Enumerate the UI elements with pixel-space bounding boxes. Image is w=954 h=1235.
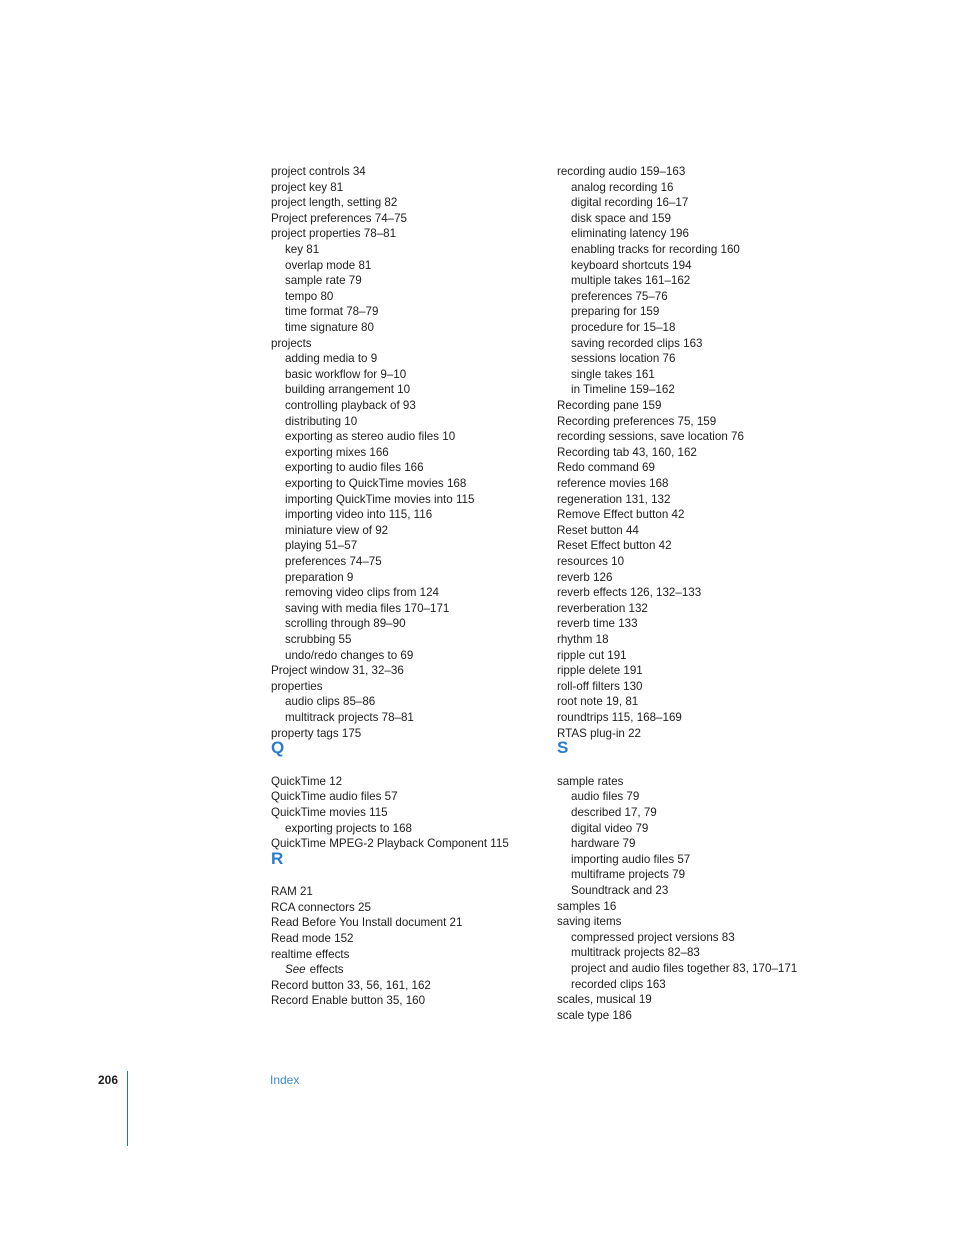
index-subentry: key 81 xyxy=(285,243,320,256)
index-entry: scale type 186 xyxy=(557,1008,632,1022)
letter-heading: S xyxy=(557,738,569,758)
letter-heading: R xyxy=(271,848,284,868)
index-entry: projects xyxy=(271,336,312,350)
index-entry: reverberation 132 xyxy=(557,601,648,615)
index-subentry: exporting to QuickTime movies 168 xyxy=(285,477,467,490)
index-entry: rhythm 18 xyxy=(557,633,609,646)
index-entry: QuickTime MPEG-2 Playback Component 115 xyxy=(271,837,509,851)
index-subentry: described 17, 79 xyxy=(571,805,657,819)
index-subentry: undo/redo changes to 69 xyxy=(285,648,414,662)
page-number: 206 xyxy=(98,1073,119,1087)
index-subentry: eliminating latency 196 xyxy=(571,227,689,241)
index-entry: RCA connectors 25 xyxy=(271,900,371,914)
index-subentry: miniature view of 92 xyxy=(285,523,389,537)
index-subentry: saving with media files 170–171 xyxy=(285,601,450,615)
index-subentry: removing video clips from 124 xyxy=(285,586,440,600)
index-subentry: exporting to audio files 166 xyxy=(285,461,424,475)
index-entry: reference movies 168 xyxy=(557,477,669,490)
index-entry: Recording preferences 75, 159 xyxy=(557,414,717,428)
index-subentry: exporting projects to 168 xyxy=(285,821,412,835)
index-entry: Reset Effect button 42 xyxy=(557,539,672,553)
index-entry: regeneration 131, 132 xyxy=(557,492,671,506)
index-entry: QuickTime movies 115 xyxy=(271,805,388,819)
index-subentry: single takes 161 xyxy=(571,367,655,381)
index-subentry: building arrangement 10 xyxy=(285,383,411,397)
index-entry: reverb time 133 xyxy=(557,617,638,631)
index-entry: Record button 33, 56, 161, 162 xyxy=(271,978,431,992)
index-subentry: sample rate 79 xyxy=(285,274,362,288)
index-entry: ripple delete 191 xyxy=(557,664,643,678)
index-entry: property tags 175 xyxy=(271,726,362,740)
index-subentry: adding media to 9 xyxy=(285,352,378,366)
index-subentry: preferences 75–76 xyxy=(571,289,668,303)
index-entry: saving items xyxy=(557,915,622,929)
index-entry: Project window 31, 32–36 xyxy=(271,664,404,678)
index-subentry: digital recording 16–17 xyxy=(571,196,689,210)
index-entry: resources 10 xyxy=(557,555,625,568)
index-subentry: audio files 79 xyxy=(571,790,640,804)
index-subentry: saving recorded clips 163 xyxy=(571,336,703,350)
index-subentry: importing video into 115, 116 xyxy=(285,508,433,522)
index-entry: Read Before You Install document 21 xyxy=(271,916,463,930)
index-subentry: Soundtrack and 23 xyxy=(571,883,669,897)
see-reference-label: See xyxy=(285,963,306,977)
index-entry: properties xyxy=(271,679,323,693)
index-entry: sample rates xyxy=(557,774,624,788)
index-subentry: preparing for 159 xyxy=(571,305,660,319)
index-entry: Record Enable button 35, 160 xyxy=(271,994,426,1008)
index-entry: reverb effects 126, 132–133 xyxy=(557,586,702,600)
index-entry: Read mode 152 xyxy=(271,932,354,945)
index-entry: Reset button 44 xyxy=(557,523,639,537)
footer-divider xyxy=(127,1071,128,1146)
index-subentry: multitrack projects 82–83 xyxy=(571,946,700,960)
index-subentry: compressed project versions 83 xyxy=(571,930,735,944)
index-subentry: tempo 80 xyxy=(285,289,334,303)
index-subentry: analog recording 16 xyxy=(571,180,674,194)
index-entry: QuickTime audio files 57 xyxy=(271,790,398,804)
index-subentry: time signature 80 xyxy=(285,321,374,334)
index-entry: project length, setting 82 xyxy=(271,196,398,210)
index-subentry: scrubbing 55 xyxy=(285,633,352,646)
index-subentry: playing 51–57 xyxy=(285,539,358,553)
index-subentry: keyboard shortcuts 194 xyxy=(571,258,692,272)
index-entry: ripple cut 191 xyxy=(557,648,627,662)
index-subentry: audio clips 85–86 xyxy=(285,695,376,709)
index-subentry: exporting as stereo audio files 10 xyxy=(285,430,456,444)
index-entry: samples 16 xyxy=(557,899,617,913)
index-subentry: sessions location 76 xyxy=(571,352,676,366)
index-subentry: time format 78–79 xyxy=(285,305,379,319)
index-subentry: controlling playback of 93 xyxy=(285,399,416,412)
letter-heading: Q xyxy=(271,738,285,758)
index-subentry: importing QuickTime movies into 115 xyxy=(285,492,475,506)
index-entry: root note 19, 81 xyxy=(557,695,639,709)
index-subentry: in Timeline 159–162 xyxy=(571,383,675,397)
index-subentry: digital video 79 xyxy=(571,821,649,835)
index-entry: project key 81 xyxy=(271,180,344,194)
index-subentry: exporting mixes 166 xyxy=(285,445,389,459)
index-entry: roll-off filters 130 xyxy=(557,679,643,693)
index-subentry: enabling tracks for recording 160 xyxy=(571,243,740,256)
index-entry: RAM 21 xyxy=(271,885,313,899)
index-entry: roundtrips 115, 168–169 xyxy=(557,711,682,724)
index-entry: Redo command 69 xyxy=(557,461,655,475)
index-entry: scales, musical 19 xyxy=(557,993,652,1007)
index-subentry: disk space and 159 xyxy=(571,211,671,225)
section-title: Index xyxy=(270,1073,300,1087)
index-subentry: multitrack projects 78–81 xyxy=(285,711,414,724)
index-subentry xyxy=(285,963,344,977)
index-subentry: scrolling through 89–90 xyxy=(285,617,406,631)
index-entry: recording audio 159–163 xyxy=(557,165,686,178)
index-subentry: project and audio files together 83, 170–171 xyxy=(571,961,798,975)
index-subentry: distributing 10 xyxy=(285,414,358,428)
index-entry: recording sessions, save location 76 xyxy=(557,430,744,444)
index-entry: Remove Effect button 42 xyxy=(557,508,685,522)
index-entry: QuickTime 12 xyxy=(271,774,343,788)
index-subentry: recorded clips 163 xyxy=(571,977,666,991)
index-subentry: procedure for 15–18 xyxy=(571,321,676,334)
see-reference-target: effects xyxy=(309,963,344,977)
index-entry: Recording pane 159 xyxy=(557,399,662,412)
index-subentry: hardware 79 xyxy=(571,837,636,851)
index-entry: Project preferences 74–75 xyxy=(271,211,407,225)
index-entry: project controls 34 xyxy=(271,165,366,178)
index-subentry: importing audio files 57 xyxy=(571,852,691,866)
index-subentry: preferences 74–75 xyxy=(285,555,382,568)
index-entry: Recording tab 43, 160, 162 xyxy=(557,445,697,459)
index-entry: realtime effects xyxy=(271,947,350,961)
index-entry: project properties 78–81 xyxy=(271,227,397,241)
index-subentry: multiple takes 161–162 xyxy=(571,274,691,288)
index-subentry: preparation 9 xyxy=(285,570,354,584)
index-subentry: multiframe projects 79 xyxy=(571,868,686,882)
index-subentry: basic workflow for 9–10 xyxy=(285,367,407,381)
index-subentry: overlap mode 81 xyxy=(285,258,372,272)
index-entry: RTAS plug-in 22 xyxy=(557,726,641,740)
index-entry: reverb 126 xyxy=(557,570,613,584)
